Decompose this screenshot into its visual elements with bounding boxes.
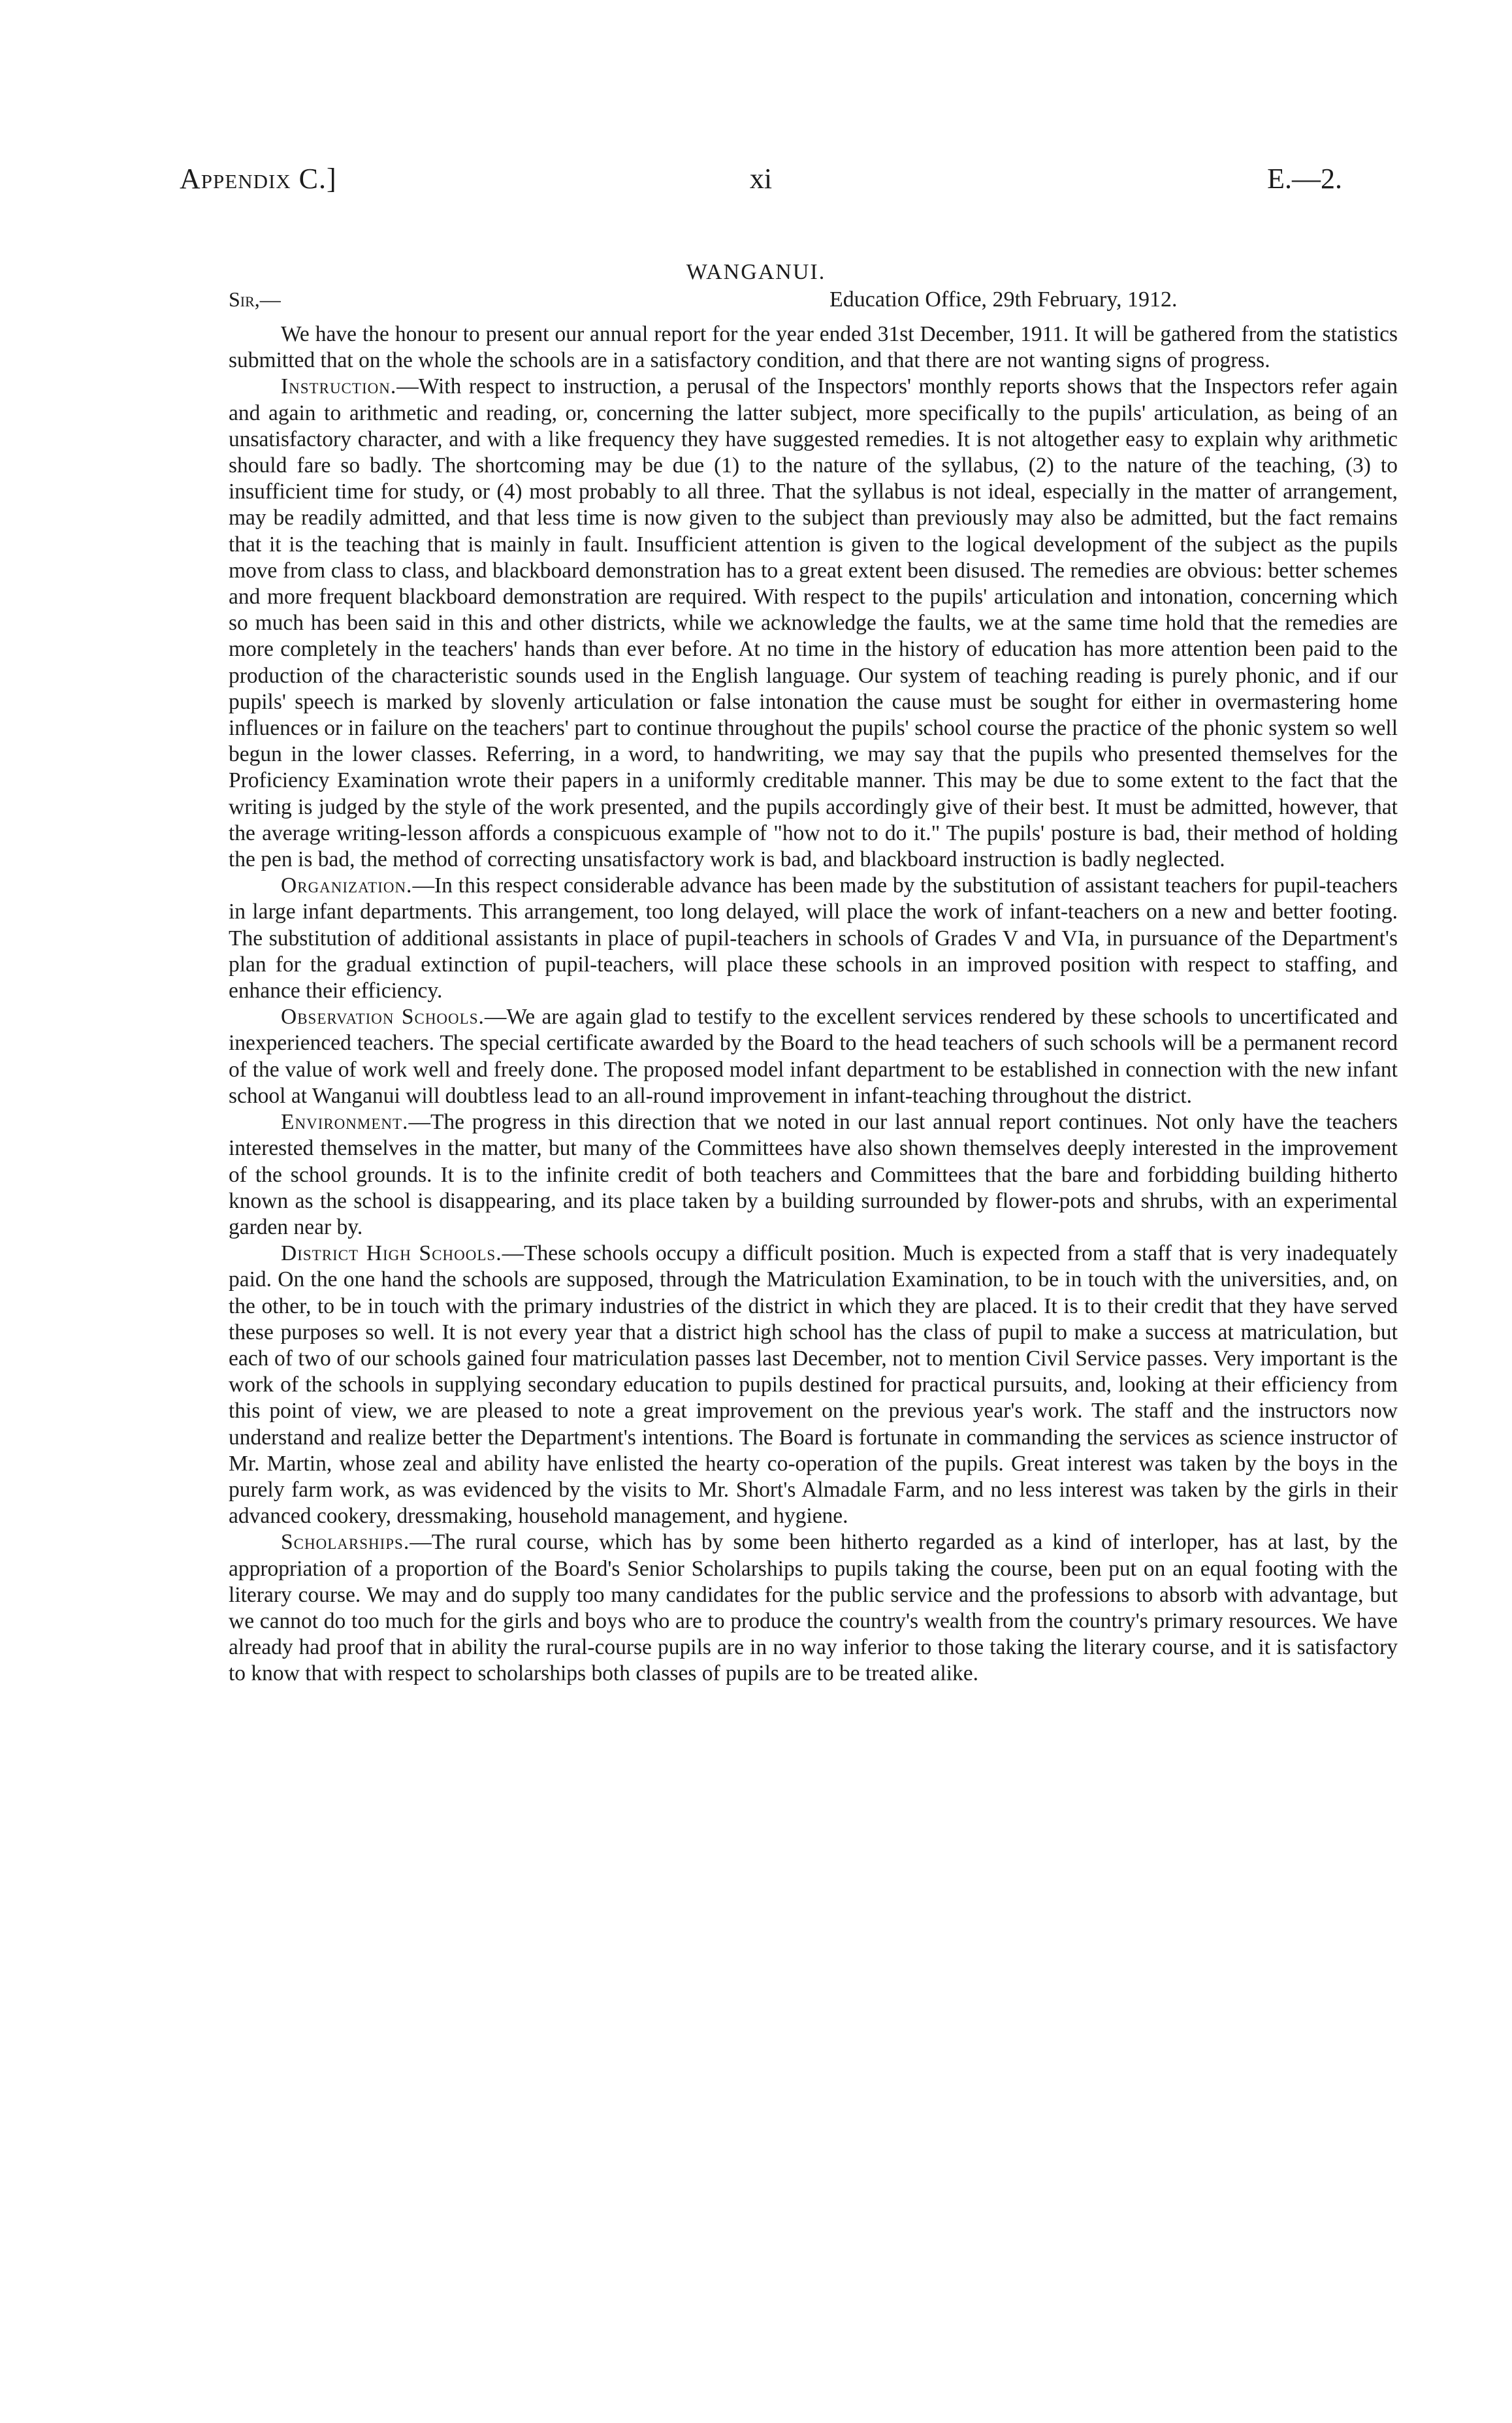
paragraph-scholarships xyxy=(229,1529,1398,1687)
report-body xyxy=(229,321,1398,1687)
salutation: Sir,— xyxy=(229,287,281,311)
section-lead-scholarships: Scholarships. xyxy=(281,1530,410,1555)
section-lead-instruction: Instruction. xyxy=(281,374,397,399)
paragraph-intro xyxy=(229,321,1398,374)
section-lead-observation-schools: Observation Schools. xyxy=(281,1005,485,1030)
dateline: Education Office, 29th February, 1912. xyxy=(829,287,1178,312)
report-heading: WANGANUI. xyxy=(686,260,826,284)
section-lead-district-high-schools: District High Schools. xyxy=(281,1241,502,1266)
section-lead-organization: Organization. xyxy=(281,873,413,898)
paragraph-text: —With respect to instruction, a perusal of the Inspectors' monthly reports shows that the Inspectors refer again and again to arithmetic and reading, or, concerning the latter subject, more specifically to the pupils' articulation, as being of an unsatisfactory character, and with a like frequency they have suggested remedies. It is not altogether easy to explain why arithmetic should fare so badly. The shortcoming may be due (1) to the nature of the syllabus, (2) to the nature of the teaching, (3) to insufficient time for study, or (4) most probably to all three. That the syllabus is not ideal, especially in the matter of arrangement, may be readily admitted, and that less time is now given to the subject than previously may also be admitted, but the fact remains that it is the teaching that is mainly in fault. Insufficient attention is given to the logical development of the subject as the pupils move from class to class, and blackboard demonstration has to a great extent been disused. The remedies are obvious: better schemes and more frequent blackboard demonstration are required. With respect to the pupils' articulation and intonation, concerning which so much has been said in this and other districts, while we acknowledge the faults, we at the same time hold that the remedies are more completely in the teachers' hands than ever before. At no time in the history of education has more attention been paid to the production of the characteristic sounds used in the English language. Our system of teaching reading is purely phonic, and if our pupils' speech is marked by slovenly articulation or false intonation the cause must be sought for either in overmastering home influences or in failure on the teachers' part to continue throughout the pupils' school course the practice of the phonic system so well begun in the lower classes. Referring, in a word, to handwriting, we may say that the pupils who presented themselves for the Proficiency Examination wrote their papers in a uniformly creditable manner. This may be due to some extent to the fact that the writing is judged by the style of the work presented, and the pupils accordingly give of their best. It must be admitted, however, that the average writing-lesson affords a conspicuous example of "how not to do it." The pupils' posture is bad, their method of holding the pen is bad, the method of correcting unsatisfactory work is bad, and blackboard instruction is badly neglected. xyxy=(229,374,1398,872)
paragraph-text: —The progress in this direction that we noted in our last annual report continues. Not only have the teachers interested themselves in the matter, but many of the Committees have also shown themselves deeply interested in the improvement of the school grounds. It is to the infinite credit of both teachers and Committees that the bare and forbidding building hitherto known as the school is disappearing, and its place taken by a building surrounded by flower-pots and shrubs, with an experimental garden near by. xyxy=(229,1110,1398,1239)
paragraph-text: —These schools occupy a difficult position. Much is expected from a staff that is very inadequately paid. On the one hand the schools are supposed, through the Matriculation Examination, to be in touch with the universities, and, on the other, to be in touch with the primary industries of the district in which they are placed. It is to their credit that they have served these purposes so well. It is not every year that a district high school has the class of pupil to make a success at matriculation, but each of two of our schools gained four matriculation passes last December, not to mention Civil Service passes. Very important is the work of the schools in supplying secondary education to pupils destined for practical pursuits, and, looking at their efficiency from this point of view, we are pleased to note a great improvement on the previous year's work. The staff and the instructors now understand and realize better the Department's intentions. The Board is fortunate in commanding the services as science instructor of Mr. Martin, whose zeal and ability have enlisted the hearty co-operation of the pupils. Great interest was taken by the boys in the purely farm work, as was evidenced by the visits to Mr. Short's Almadale Farm, and no less interest was taken by the girls in their advanced cookery, dressmaking, household management, and hygiene. xyxy=(229,1241,1398,1529)
paragraph-instruction xyxy=(229,374,1398,873)
running-header xyxy=(180,162,1342,201)
paragraph-organization xyxy=(229,873,1398,1004)
header-page-number: xi xyxy=(749,163,773,195)
paragraph-district-high-schools xyxy=(229,1241,1398,1529)
paragraph-text: —In this respect considerable advance has been made by the substitution of assistant teachers for pupil-teachers in large infant departments. This arrangement, too long delayed, will place the work of infant-teachers on a new and better footing. The substitution of additional assistants in place of pupil-teachers in schools of Grades V and VIa, in pursuance of the Department's plan for the gradual extinction of pupil-teachers, will place these schools in an improved position with respect to staffing, and enhance their efficiency. xyxy=(229,873,1398,1003)
paragraph-text: —We are again glad to testify to the excellent services rendered by these schools to uncertificated and inexperienced teachers. The special certificate awarded by the Board to the head teachers of such schools will be a permanent record of the value of work well and freely done. The proposed model infant department to be established in connection with the new infant school at Wanganui will doubtless lead to an all-round improvement in infant-teaching throughout the district. xyxy=(229,1005,1398,1108)
paragraph-text: We have the honour to present our annual report for the year ended 31st December, 1911. It will be gathered from the statistics submitted that on the whole the schools are in a satisfactory condition, and that there are not wanting signs of progress. xyxy=(229,322,1398,373)
header-appendix-label: Appendix C.] xyxy=(180,163,337,195)
paragraph-observation-schools xyxy=(229,1004,1398,1109)
paragraph-text: —The rural course, which has by some been hitherto regarded as a kind of interloper, has at last, by the appropriation of a proportion of the Board's Senior Scholarships to pupils taking the course, been put on an equal footing with the literary course. We may and do supply too many candidates for the public service and the professions to absorb with advantage, but we cannot do too much for the girls and boys who are to produce the country's wealth from the country's primary resources. We have already had proof that in ability the rural-course pupils are in no way inferior to those taking the literary course, and it is satisfactory to know that with respect to scholarships both classes of pupils are to be treated alike. xyxy=(229,1530,1398,1686)
section-lead-environment: Environment. xyxy=(281,1110,409,1135)
paragraph-environment xyxy=(229,1109,1398,1241)
header-document-code: E.—2. xyxy=(1267,163,1342,195)
